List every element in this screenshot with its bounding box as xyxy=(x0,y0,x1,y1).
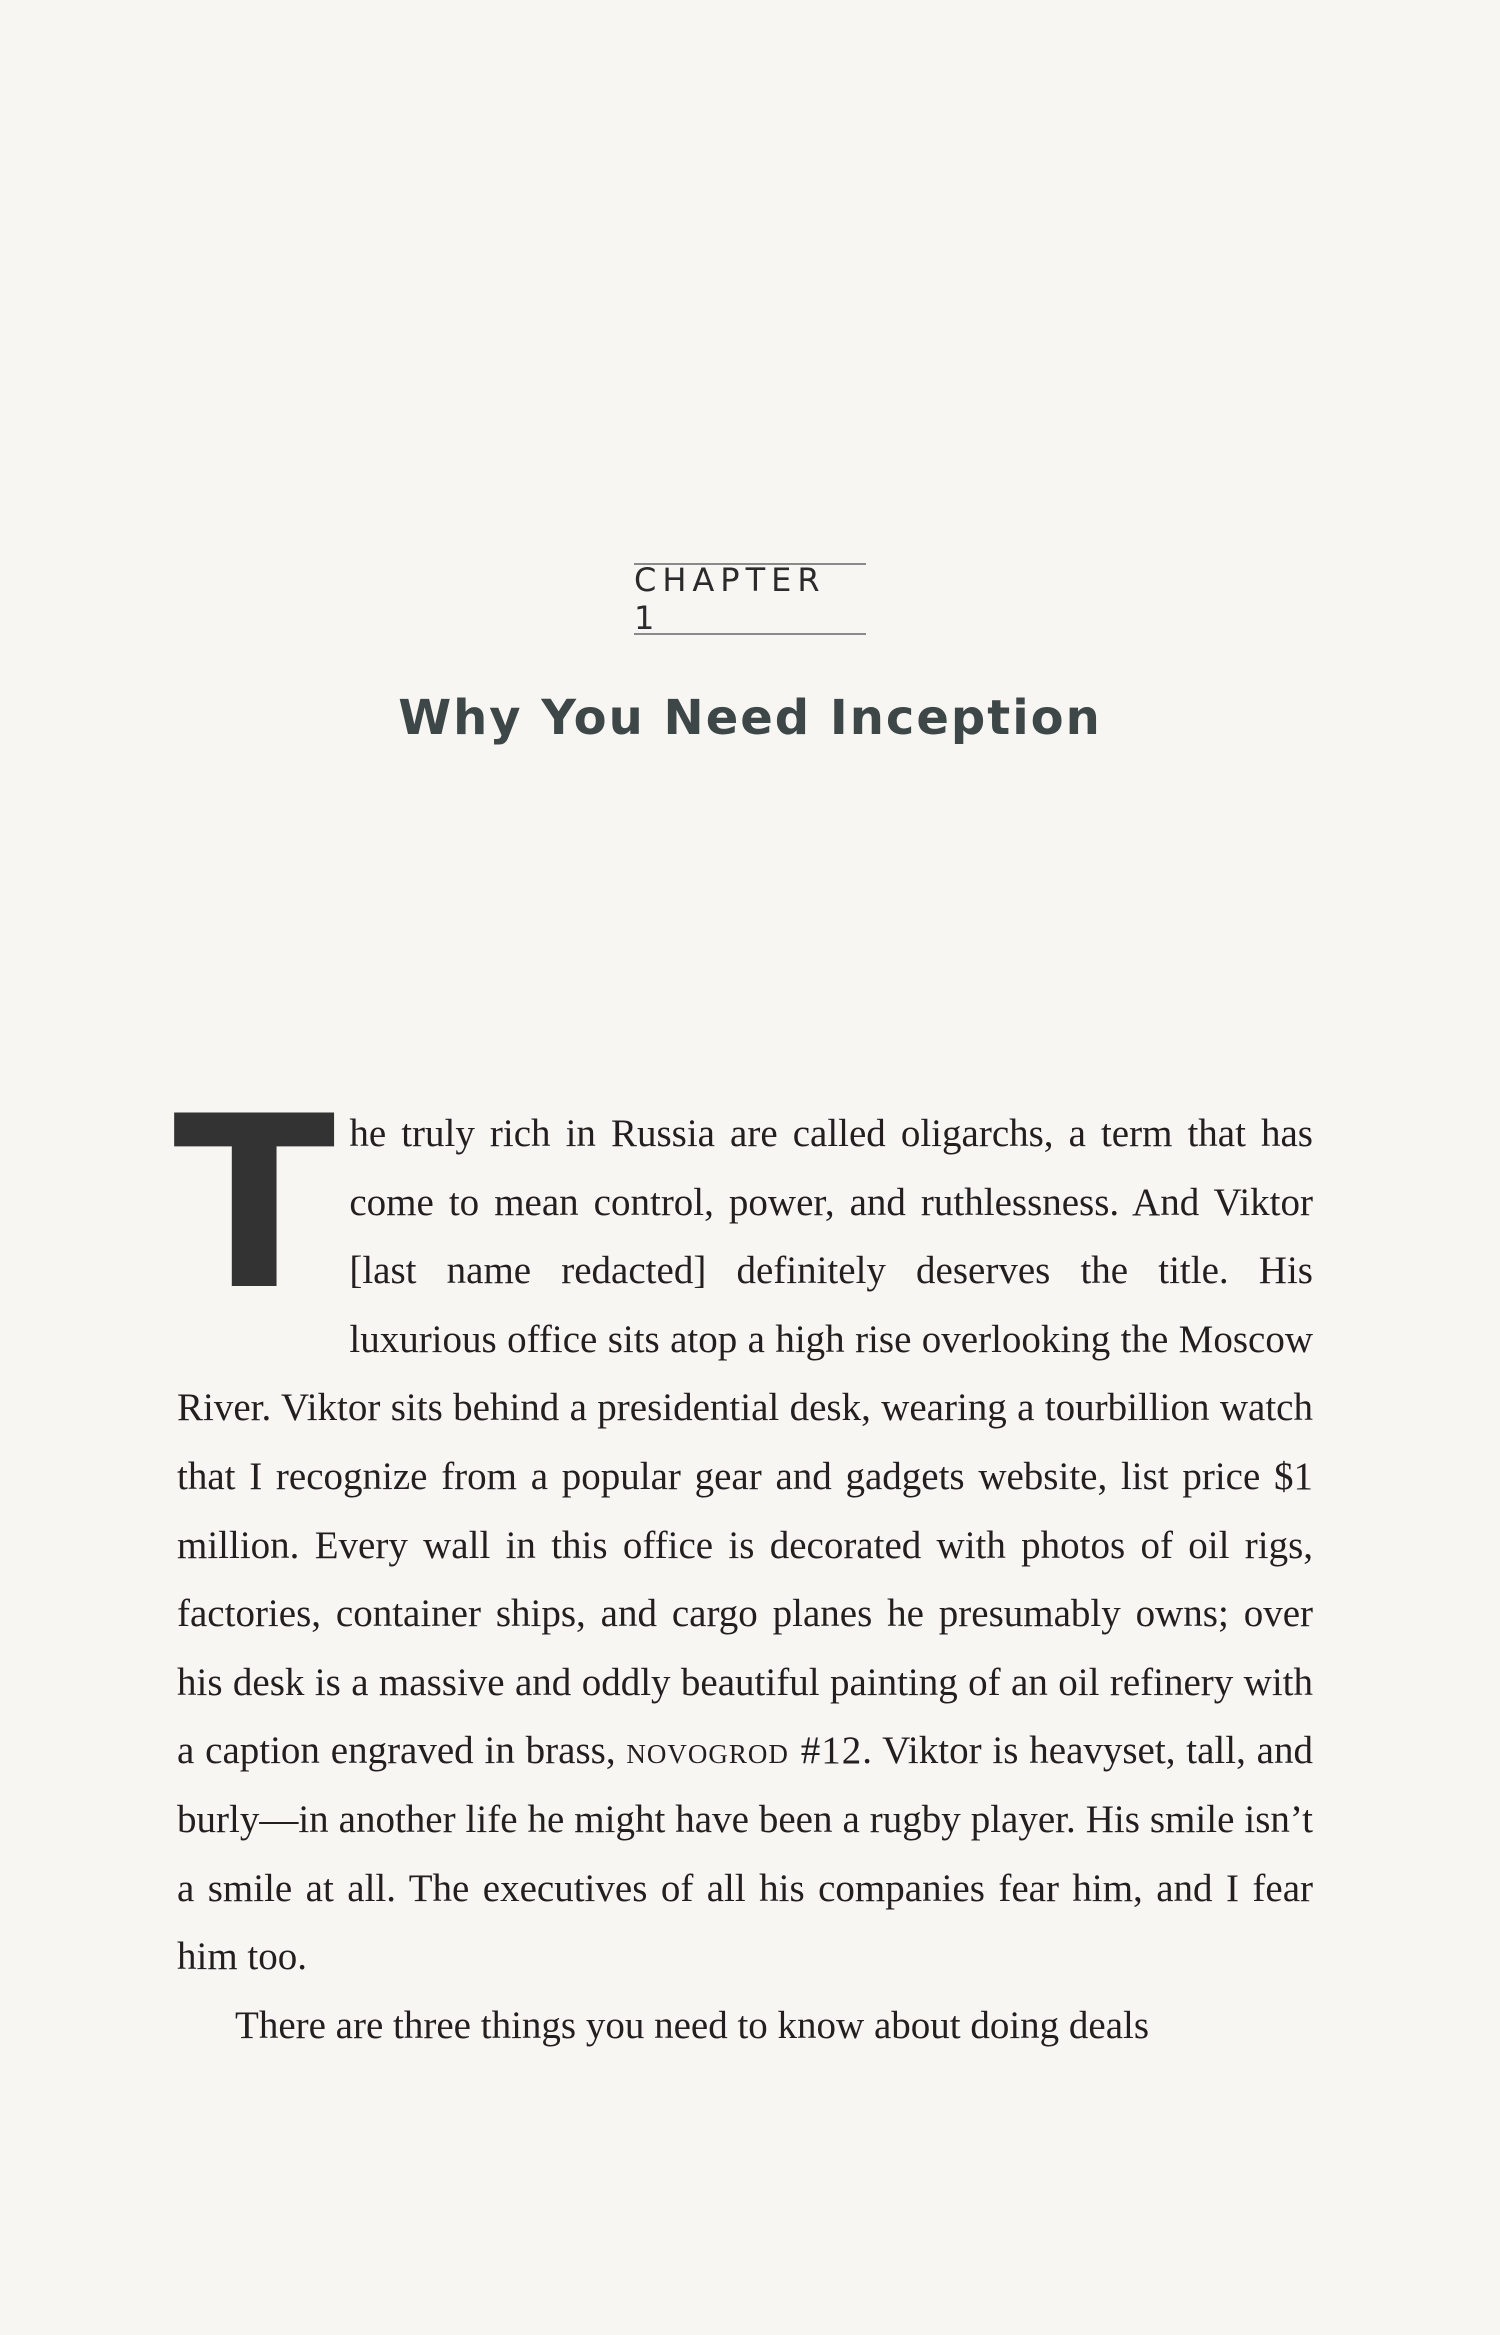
refinery-caption: novogrod #12 xyxy=(626,1729,863,1773)
paragraph-2: There are three things you need to know about doing deals xyxy=(235,2003,1150,2047)
paragraph-1-text-a: he truly rich in Russia are called oligarchs, a term that has come to mean control, power, and ruthlessness. And Viktor [last name redacted] definitely deserves the title. His luxurious office sits atop a high rise overlooking the Moscow River. Viktor sits behind a presidential desk, wearing a tourbillion watch that I recognize from a popular gear and gadgets website, list price $1 million. Every wall in this office is decorated with photos of oil rigs, factories, container ships, and cargo planes he presumably owns; over his desk is a massive and oddly beautiful painting of an oil refinery with a caption engraved in brass, xyxy=(177,1112,1313,1773)
paragraph-1-text-b: . Viktor is heavyset, tall, and burly—in another life he might have been a rugby player. His smile isn’t a smile at all. The executives of all his companies fear him, and I fear him too. xyxy=(177,1729,1313,1979)
chapter-label: CHAPTER 1 xyxy=(634,563,866,635)
drop-cap: T xyxy=(173,1066,336,1343)
paragraph-1 xyxy=(173,1066,1313,1992)
chapter-title: Why You Need Inception xyxy=(398,690,1102,746)
body-text xyxy=(173,1066,1313,2060)
